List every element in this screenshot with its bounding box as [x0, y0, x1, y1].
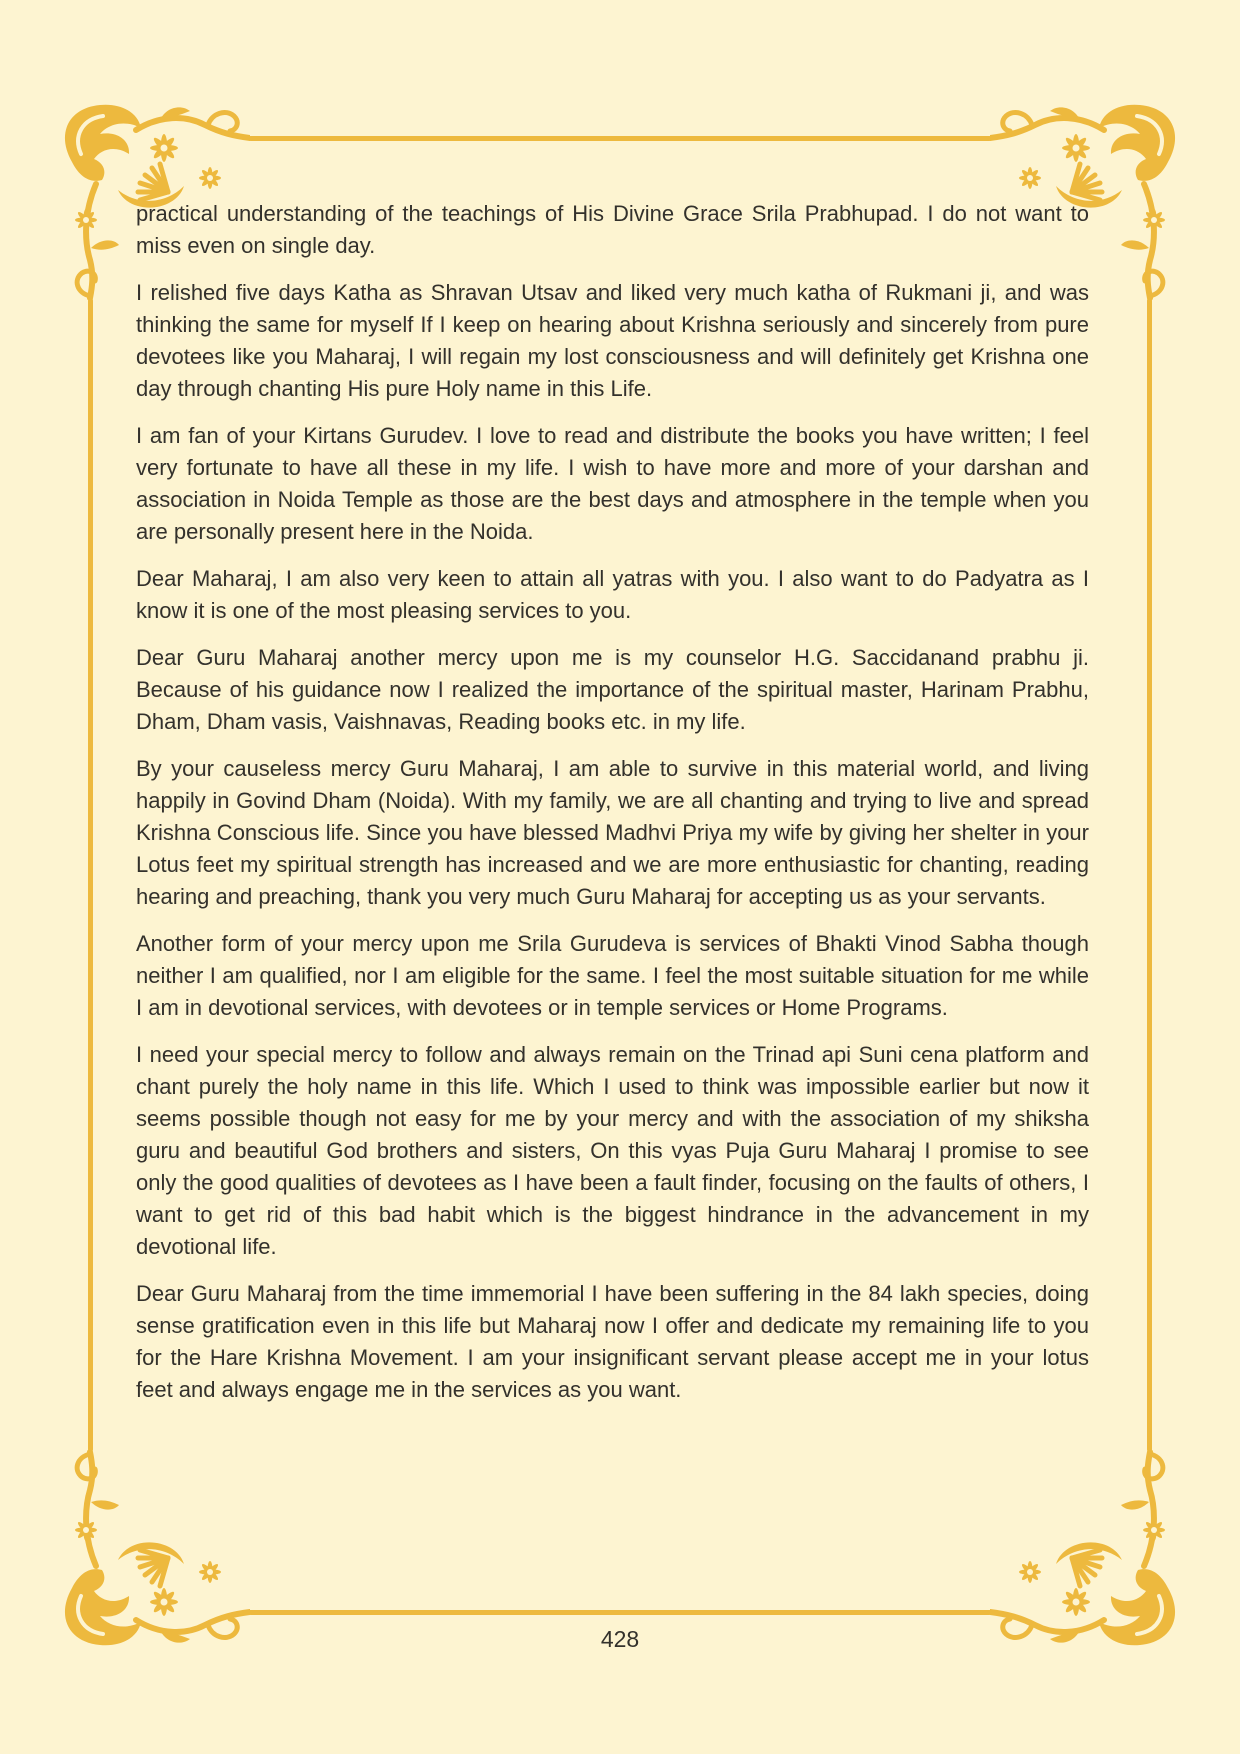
paragraph: Dear Guru Maharaj from the time immemorial I have been suffering in the 84 lakh species, doing sense gratification even in this life but Maharaj now I offer and dedicate my remaining life to you for the Hare Krishna Movement. I am your insignificant servant please accept me in your lotus feet and always engage me in the services as you want. — [136, 1281, 1089, 1402]
paragraph: Dear Guru Maharaj another mercy upon me is my counselor H.G. Saccidanand prabhu ji. Because of his guidance now I realized the importance of the spiritual master, Harinam Prabhu, Dham, Dham vasis, Vaishnavas, Reading books etc. in my life. — [136, 645, 1089, 734]
paragraph: I am fan of your Kirtans Gurudev. I love to read and distribute the books you have written; I feel very fortunate to have all these in my life. I wish to have more and more of your darshan and association in Noida Temple as those are the best days and atmosphere in the temple when you are personally present here in the Noida. — [136, 423, 1089, 544]
corner-flourish-bottom-right-icon — [990, 1450, 1180, 1650]
paragraph: Another form of your mercy upon me Srila Gurudeva is services of Bhakti Vinod Sabha though neither I am qualified, nor I am eligible for the same. I feel the most suitable situation for me while I am in devotional services, with devotees or in temple services or Home Programs. — [136, 931, 1089, 1020]
paragraph: practical understanding of the teachings of His Divine Grace Srila Prabhupad. I do not want to miss even on single day. — [136, 201, 1089, 258]
paragraph: I relished five days Katha as Shravan Utsav and liked very much katha of Rukmani ji, and was thinking the same for myself If I keep on hearing about Krishna seriously and sincerely from pure devotees like you Maharaj, I will regain my lost consciousness and will definitely get Krishna one day through chanting His pure Holy name in this Life. — [136, 280, 1089, 401]
page-number: 428 — [600, 1626, 640, 1652]
body-text — [136, 198, 1089, 1421]
paragraph: Dear Maharaj, I am also very keen to attain all yatras with you. I also want to do Padyatra as I know it is one of the most pleasing services to you. — [136, 566, 1089, 623]
border-line-top — [248, 136, 992, 141]
paragraph: By your causeless mercy Guru Maharaj, I am able to survive in this material world, and living happily in Govind Dham (Noida). With my family, we are all chanting and trying to live and spread Krishna Conscious life. Since you have blessed Madhvi Priya my wife by giving her shelter in your Lotus feet my spiritual strength has increased and we are more enthusiastic for chanting, reading hearing and preaching, thank you very much Guru Maharaj for accepting us as your servants. — [136, 756, 1089, 909]
paragraph: I need your special mercy to follow and always remain on the Trinad api Suni cena platform and chant purely the holy name in this life. Which I used to think was impossible earlier but now it seems possible though not easy for me by your mercy and with the association of my shiksha guru and beautiful God brothers and sisters, On this vyas Puja Guru Maharaj I promise to see only the good qualities of devotees as I have been a fault finder, focusing on the faults of others, I want to get rid of this bad habit which is the biggest hindrance in the advancement in my devotional life. — [136, 1042, 1089, 1259]
border-line-right — [1147, 298, 1152, 1452]
border-line-left — [88, 298, 93, 1452]
corner-flourish-bottom-left-icon — [60, 1450, 250, 1650]
border-line-bottom — [248, 1610, 992, 1615]
